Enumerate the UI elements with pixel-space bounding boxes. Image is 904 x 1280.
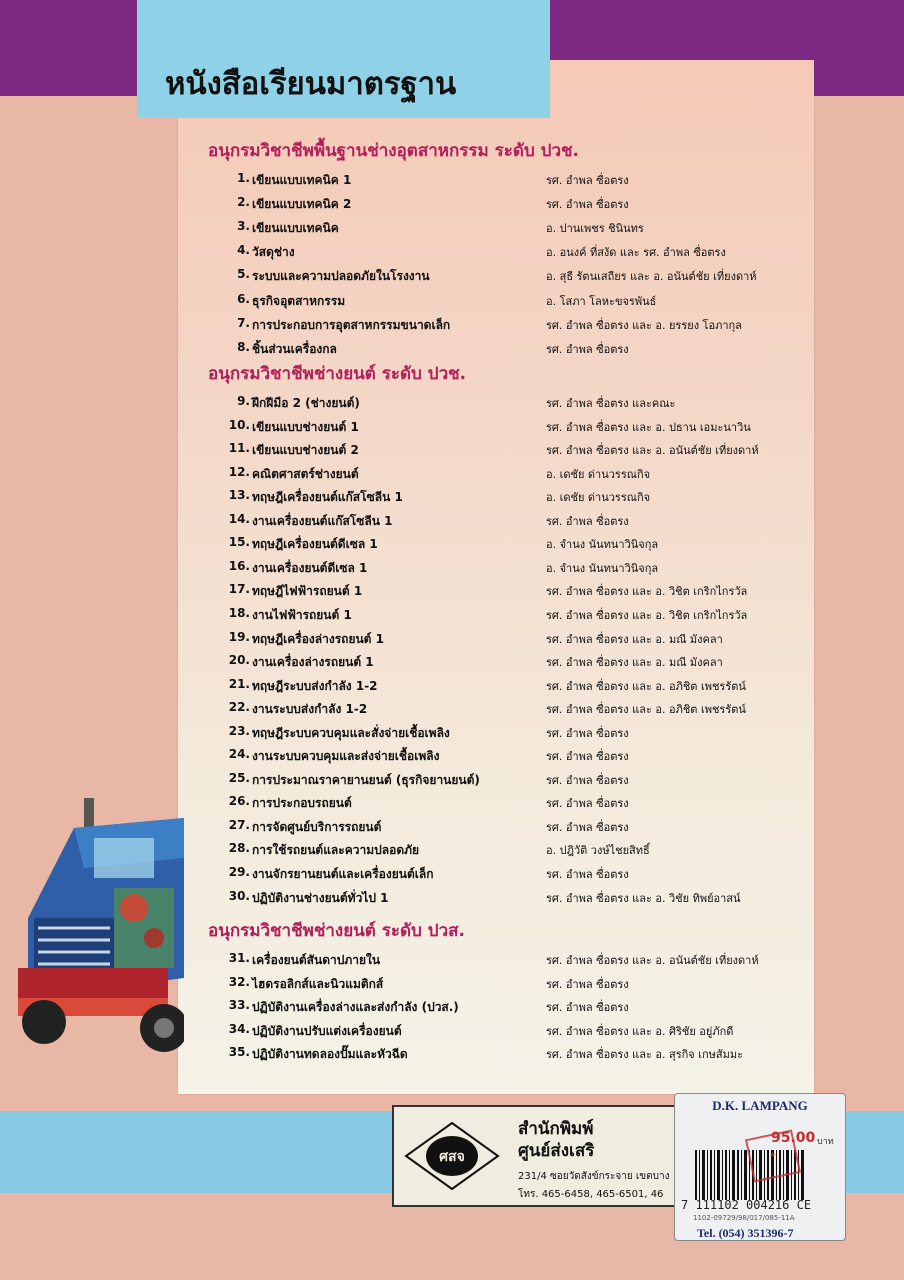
- book-title: วัสดุช่าง: [252, 245, 295, 259]
- book-title: ระบบและความปลอดภัยในโรงงาน: [252, 269, 430, 283]
- sticker-shop-name: D.K. LAMPANG: [712, 1098, 808, 1113]
- book-number: 13.: [228, 488, 250, 502]
- book-row: [190, 316, 810, 338]
- sticker-currency: บาท: [817, 1137, 834, 1147]
- book-number: 10.: [228, 418, 250, 432]
- book-author: รศ. อำพล ซื่อตรง และ อ. ปธาน เอมะนาวิน: [546, 421, 751, 434]
- book-number: 9.: [237, 394, 250, 408]
- book-title: งานเครื่องล่างรถยนต์ 1: [252, 655, 374, 669]
- book-author: รศ. อำพล ซื่อตรง และ อ. มณี มังคลา: [546, 656, 723, 669]
- book-row: [190, 394, 810, 416]
- book-title: งานระบบควบคุมและส่งจ่ายเชื้อเพลิง: [252, 749, 440, 763]
- book-title: ปฏิบัติงานเครื่องล่างและส่งกำลัง (ปวส.): [252, 1000, 459, 1014]
- book-number: 24.: [228, 747, 250, 761]
- book-title: ปฏิบัติงานทดลองปั๊มและหัวฉีด: [252, 1047, 408, 1061]
- book-row: [190, 535, 810, 557]
- book-row: [190, 582, 810, 604]
- book-number: 26.: [228, 794, 250, 808]
- book-title: งานระบบส่งกำลัง 1-2: [252, 702, 368, 716]
- book-row: [190, 219, 810, 241]
- book-title: การประกอบรถยนต์: [252, 796, 352, 810]
- book-title: คณิตศาสตร์ช่างยนต์: [252, 467, 359, 481]
- book-author: รศ. อำพล ซื่อตรง และ อ. ศิริชัย อยู่ภักดี: [546, 1025, 734, 1038]
- book-number: 20.: [228, 653, 250, 667]
- book-author: อ. เดชัย ด่านวรรณกิจ: [546, 491, 651, 504]
- book-row: [190, 889, 810, 911]
- book-number: 5.: [237, 267, 250, 281]
- book-number: 34.: [228, 1022, 250, 1036]
- book-author: รศ. อำพล ซื่อตรง และ อ. อภิชิต เพชรรัตน์: [546, 703, 746, 716]
- book-author: รศ. อำพล ซื่อตรง และ อ. อภิชิต เพชรรัตน์: [546, 680, 746, 693]
- book-author: รศ. อำพล ซื่อตรง: [546, 978, 629, 991]
- publisher-logo-icon: [404, 1121, 500, 1191]
- publisher-box: [392, 1105, 692, 1207]
- book-number: 19.: [228, 630, 250, 644]
- book-title: ธุรกิจอุตสาหกรรม: [252, 294, 346, 308]
- book-number: 32.: [228, 975, 250, 989]
- book-title: ชิ้นส่วนเครื่องกล: [252, 342, 337, 356]
- publisher-address: 231/4 ซอยวัดสังข์กระจาย เขตบาง: [518, 1171, 670, 1182]
- book-number: 28.: [228, 841, 250, 855]
- svg-text:ศสจ: ศสจ: [439, 1149, 465, 1165]
- book-author: อ. ปฎิวัติ วงษ์ไชยสิทธิ์: [546, 844, 650, 857]
- book-author: รศ. อำพล ซื่อตรง: [546, 515, 629, 528]
- book-row: [190, 512, 810, 534]
- book-title: เขียนแบบเทคนิค 1: [252, 173, 352, 187]
- book-title: ฝึกฝีมือ 2 (ช่างยนต์): [252, 396, 360, 410]
- publisher-name-line2: ศูนย์ส่งเสริ: [518, 1141, 595, 1161]
- book-row: [190, 418, 810, 440]
- book-row: [190, 998, 810, 1020]
- book-number: 4.: [237, 243, 250, 257]
- section-heading: อนุกรมวิชาชีพช่างยนต์ ระดับ ปวช.: [208, 364, 467, 384]
- book-author: อ. อนงค์ ที่สงัด และ รศ. อำพล ซื่อตรง: [546, 246, 726, 259]
- book-row: [190, 818, 810, 840]
- book-row: [190, 794, 810, 816]
- book-author: รศ. อำพล ซื่อตรง และ อ. อนันต์ชัย เที่ยงดาห์: [546, 954, 759, 967]
- book-number: 22.: [228, 700, 250, 714]
- book-row: [190, 292, 810, 314]
- book-number: 11.: [228, 441, 250, 455]
- book-author: รศ. อำพล ซื่อตรง: [546, 727, 629, 740]
- book-author: รศ. อำพล ซื่อตรง และ อ. ยรรยง โอภากุล: [546, 319, 742, 332]
- truck-illustration-icon: [14, 798, 184, 1058]
- book-title: การประกอบการอุตสาหกรรมขนาดเล็ก: [252, 318, 451, 332]
- book-author: รศ. อำพล ซื่อตรง และ อ. วิชัย ทิพย์อาสน์: [546, 892, 741, 905]
- book-number: 30.: [228, 889, 250, 903]
- book-author: รศ. อำพล ซื่อตรง และคณะ: [546, 397, 676, 410]
- book-number: 14.: [228, 512, 250, 526]
- sticker-barcode-digits: 7 111102 004216 CE: [681, 1198, 812, 1212]
- book-row: [190, 559, 810, 581]
- book-row: [190, 630, 810, 652]
- book-row: [190, 606, 810, 628]
- book-author: รศ. อำพล ซื่อตรง: [546, 1001, 629, 1014]
- book-number: 31.: [228, 951, 250, 965]
- book-author: อ. สุธี รัตนเสถียร และ อ. อนันต์ชัย เที่ยงดาห์: [546, 270, 757, 283]
- book-author: รศ. อำพล ซื่อตรง: [546, 868, 629, 881]
- price-sticker: [674, 1093, 846, 1241]
- book-author: รศ. อำพล ซื่อตรง และ อ. อนันต์ชัย เที่ยงดาห์: [546, 444, 759, 457]
- book-title: เขียนแบบเทคนิค 2: [252, 197, 352, 211]
- book-number: 33.: [228, 998, 250, 1012]
- stamp-icon: ✦: [745, 1129, 801, 1182]
- book-title: ปฏิบัติงานช่างยนต์ทั่วไป 1: [252, 891, 389, 905]
- book-author: อ. เดชัย ด่านวรรณกิจ: [546, 468, 651, 481]
- book-title: เครื่องยนต์สันดาปภายใน: [252, 953, 381, 967]
- sticker-code: 1102-09729/98/017/085-11A: [693, 1214, 795, 1222]
- book-title: ทฤษฎีเครื่องล่างรถยนต์ 1: [252, 632, 384, 646]
- book-row: [190, 488, 810, 510]
- book-row: [190, 975, 810, 997]
- page-title: หนังสือเรียนมาตรฐาน: [165, 66, 457, 102]
- book-number: 3.: [237, 219, 250, 233]
- book-number: 35.: [228, 1045, 250, 1059]
- book-author: อ. จำนง นันทนาวินิจกุล: [546, 538, 659, 551]
- book-author: รศ. อำพล ซื่อตรง: [546, 774, 629, 787]
- book-row: [190, 441, 810, 463]
- book-title: ไฮดรอลิกส์และนิวแมติกส์: [252, 977, 384, 991]
- book-row: [190, 747, 810, 769]
- book-author: รศ. อำพล ซื่อตรง: [546, 750, 629, 763]
- sticker-price: 95.00: [771, 1130, 816, 1146]
- book-title: การใช้รถยนต์และความปลอดภัย: [252, 843, 420, 857]
- book-row: [190, 951, 810, 973]
- section-heading: อนุกรมวิชาชีพพื้นฐานช่างอุตสาหกรรม ระดับ ปวช.: [208, 141, 579, 161]
- book-row: [190, 1045, 810, 1067]
- book-row: [190, 267, 810, 289]
- book-title: ทฤษฎีเครื่องยนต์แก๊สโซลีน 1: [252, 490, 403, 504]
- book-row: [190, 677, 810, 699]
- book-number: 17.: [228, 582, 250, 596]
- book-title: เขียนแบบช่างยนต์ 1: [252, 420, 359, 434]
- book-title: เขียนแบบเทคนิค: [252, 221, 339, 235]
- book-number: 1.: [237, 171, 250, 185]
- book-number: 27.: [228, 818, 250, 832]
- book-author: รศ. อำพล ซื่อตรง และ อ. วิชิต เกริกไกรวัล: [546, 585, 748, 598]
- book-title: งานเครื่องยนต์ดีเซล 1: [252, 561, 368, 575]
- book-number: 29.: [228, 865, 250, 879]
- book-title: เขียนแบบช่างยนต์ 2: [252, 443, 359, 457]
- book-row: [190, 653, 810, 675]
- book-author: รศ. อำพล ซื่อตรง: [546, 198, 629, 211]
- book-row: [190, 243, 810, 265]
- book-author: รศ. อำพล ซื่อตรง และ อ. สุรกิจ เกษสัมมะ: [546, 1048, 744, 1061]
- book-title: ทฤษฎีเครื่องยนต์ดีเซล 1: [252, 537, 378, 551]
- book-row: [190, 1022, 810, 1044]
- book-number: 15.: [228, 535, 250, 549]
- book-title: ทฤษฎีระบบควบคุมและสั่งจ่ายเชื้อเพลิง: [252, 726, 450, 740]
- book-number: 8.: [237, 340, 250, 354]
- book-title: งานจักรยานยนต์และเครื่องยนต์เล็ก: [252, 867, 434, 881]
- book-number: 2.: [237, 195, 250, 209]
- book-number: 23.: [228, 724, 250, 738]
- book-title: ทฤษฎีระบบส่งกำลัง 1-2: [252, 679, 378, 693]
- book-number: 16.: [228, 559, 250, 573]
- book-row: [190, 865, 810, 887]
- title-box: [137, 0, 550, 118]
- book-title: การจัดศูนย์บริการรถยนต์: [252, 820, 382, 834]
- book-number: 6.: [237, 292, 250, 306]
- book-number: 21.: [228, 677, 250, 691]
- section-heading: อนุกรมวิชาชีพช่างยนต์ ระดับ ปวส.: [208, 921, 465, 941]
- book-row: [190, 841, 810, 863]
- book-row: [190, 724, 810, 746]
- book-number: 25.: [228, 771, 250, 785]
- book-author: รศ. อำพล ซื่อตรง: [546, 821, 629, 834]
- book-author: รศ. อำพล ซื่อตรง: [546, 343, 629, 356]
- book-author: รศ. อำพล ซื่อตรง และ อ. มณี มังคลา: [546, 633, 723, 646]
- book-title: งานไฟฟ้ารถยนต์ 1: [252, 608, 352, 622]
- book-title: งานเครื่องยนต์แก๊สโซลีน 1: [252, 514, 393, 528]
- book-number: 12.: [228, 465, 250, 479]
- book-author: อ. ปานเพชร ชินินทร: [546, 222, 644, 235]
- sticker-tel: Tel. (054) 351396-7: [697, 1226, 794, 1240]
- book-author: อ. โสภา โลหะขจรพันธ์: [546, 295, 657, 308]
- book-row: [190, 195, 810, 217]
- publisher-phone: โทร. 465-6458, 465-6501, 46: [518, 1189, 664, 1200]
- book-title: ทฤษฎีไฟฟ้ารถยนต์ 1: [252, 584, 363, 598]
- book-title: ปฏิบัติงานปรับแต่งเครื่องยนต์: [252, 1024, 402, 1038]
- book-row: [190, 171, 810, 193]
- book-row: [190, 340, 810, 362]
- book-author: รศ. อำพล ซื่อตรง: [546, 797, 629, 810]
- book-row: [190, 771, 810, 793]
- book-title: การประมาณราคายานยนต์ (ธุรกิจยานยนต์): [252, 773, 480, 787]
- book-row: [190, 465, 810, 487]
- book-author: รศ. อำพล ซื่อตรง: [546, 174, 629, 187]
- book-number: 18.: [228, 606, 250, 620]
- publisher-name-line1: สำนักพิมพ์: [518, 1119, 594, 1139]
- book-author: รศ. อำพล ซื่อตรง และ อ. วิชิต เกริกไกรวัล: [546, 609, 748, 622]
- book-number: 7.: [237, 316, 250, 330]
- book-author: อ. จำนง นันทนาวินิจกุล: [546, 562, 659, 575]
- book-row: [190, 700, 810, 722]
